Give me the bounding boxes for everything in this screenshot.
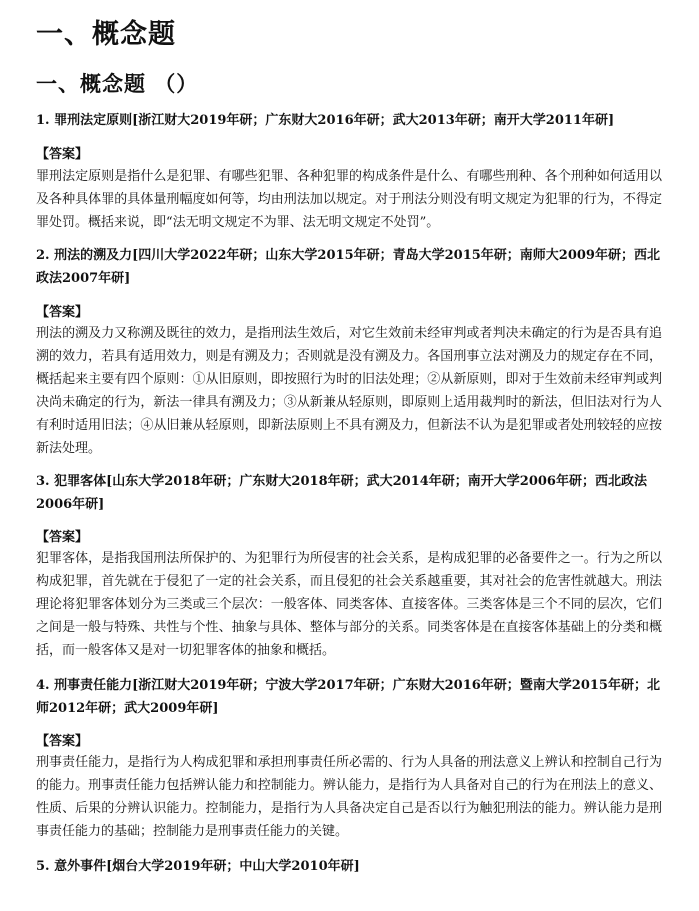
answer-4-text: 刑事责任能力，是指行为人构成犯罪和承担刑事责任所必需的、行为人具备的刑法意义上辨认和控制自己行为的能力。刑事责任能力包括辨认能力和控制能力。辨认能力，是指行为人具备对自己的行为在刑法上的意义、性质、后果的分辨认识能力。控制能力，是指行为人具备决定自己是否以行为触犯刑法的能力。辨认能力是刑事责任能力的基础；控制能力是刑事责任能力的关键。 (36, 755, 662, 839)
answer-label-4: 【答案】 (36, 734, 89, 749)
answer-3-text: 犯罪客体，是指我国刑法所保护的、为犯罪行为所侵害的社会关系，是构成犯罪的必备要件之一。行为之所以构成犯罪，首先就在于侵犯了一定的社会关系，而且侵犯的社会关系越重要，其对社会的危害性就越大。刑法理论将犯罪客体划分为三类或三个层次：一般客体、同类客体、直接客体。三类客体是三个不同的层次，它们之间是一般与特殊、共性与个性、抽象与具体、整体与部分的关系。同类客体是在直接客体基础上的分类和概括，而一般客体又是对一切犯罪客体的抽象和概括。 (36, 551, 662, 658)
question-5-heading: 5. 意外事件[烟台大学2019年研；中山大学2010年研] (36, 859, 360, 874)
question-4-heading: 4. 刑事责任能力[浙江财大2019年研；宁波大学2017年研；广东财大2016年研；暨南大学2015年研；北师2012年研；武大2009年研] (36, 678, 660, 716)
question-1-heading: 1. 罪刑法定原则[浙江财大2019年研；广东财大2016年研；武大2013年研；南开大学2011年研] (36, 113, 615, 128)
answer-2-text: 刑法的溯及力又称溯及既往的效力，是指刑法生效后，对它生效前未经审判或者判决未确定的行为是否具有追溯的效力，若具有适用效力，则是有溯及力；否则就是没有溯及力。各国刑事立法对溯及力的规定存在不同，概括起来主要有四个原则：①从旧原则，即按照行为时的旧法处理；②从新原则，即对于生效前未经审判或判决尚未确定的行为，新法一律具有溯及力；③从新兼从轻原则，即原则上适用裁判时的新法，但旧法对行为人有利时适用旧法；④从旧兼从轻原则，即新法原则上不具有溯及力，但新法不认为是犯罪或者处刑较轻的应按新法处理。 (36, 326, 662, 456)
answer-1-text: 罪刑法定原则是指什么是犯罪、有哪些犯罪、各种犯罪的构成条件是什么、有哪些刑种、各个刑种如何适用以及各种具体罪的具体量刑幅度如何等，均由刑法加以规定。对于刑法分则没有明文规定为犯罪的行为，不得定罪处罚。概括来说，即“法无明文规定不为罪、法无明文规定不处罚”。 (36, 169, 662, 230)
answer-label-1: 【答案】 (36, 147, 89, 162)
page-title: 一、概念题 (36, 19, 176, 50)
question-2-heading: 2. 刑法的溯及力[四川大学2022年研；山东大学2015年研；青岛大学2015年研；南师大2009年研；西北政法2007年研] (36, 248, 660, 286)
question-3-heading: 3. 犯罪客体[山东大学2018年研；广东财大2018年研；武大2014年研；南开大学2006年研；西北政法2006年研] (36, 474, 647, 512)
answer-label-2: 【答案】 (36, 305, 89, 320)
section-title: 一、概念题 （） (36, 71, 199, 96)
answer-label-3: 【答案】 (36, 530, 89, 545)
